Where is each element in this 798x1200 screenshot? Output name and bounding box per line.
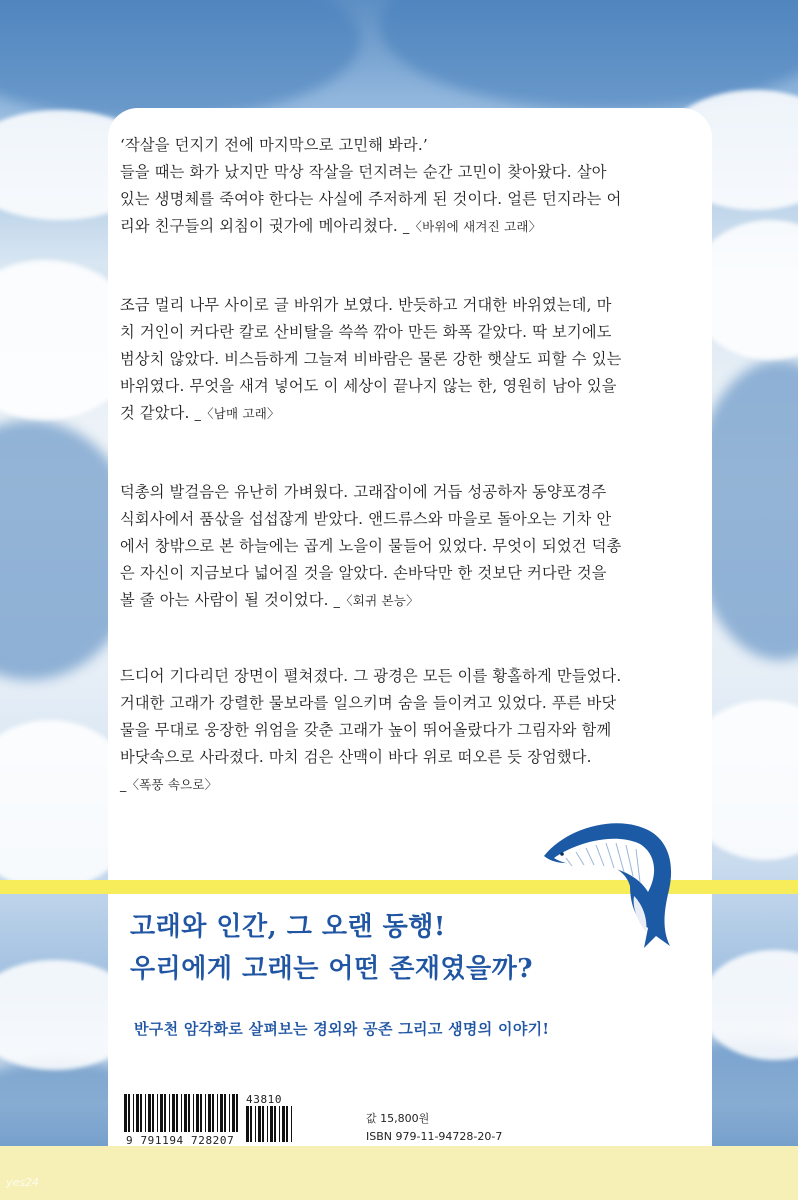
barcode-bar: [286, 1106, 288, 1142]
passage-3: [120, 479, 702, 614]
barcode-bar: [267, 1106, 268, 1142]
price-label: 값 15,800원: [366, 1112, 430, 1125]
passage-4: [120, 663, 702, 798]
barcode-bar: [145, 1094, 146, 1132]
headline-line-1: 고래와 인간, 그 오랜 동행!: [130, 912, 446, 942]
passage-line: 드디어 기다리던 장면이 펼쳐졌다. 그 광경은 모든 이를 황홀하게 만들었다.: [120, 667, 622, 685]
barcode-bar: [193, 1094, 194, 1132]
passage-line: [120, 213, 702, 240]
passage-line: 조금 멀리 나무 사이로 글 바위가 보였다. 반듯하고 거대한 바위였는데, 마: [120, 296, 612, 314]
passage-source: _〈남매 고래〉: [194, 406, 280, 421]
barcode-bar: [188, 1094, 190, 1132]
subline: 반구천 암각화로 살펴보는 경외와 공존 그리고 생명의 이야기!: [134, 1020, 550, 1038]
barcode-bar: [274, 1106, 276, 1142]
barcode-bar: [212, 1094, 214, 1132]
barcode-bar: [229, 1094, 230, 1132]
passage-1: [120, 132, 702, 240]
barcode-digits: 9 791194 728207: [126, 1134, 235, 1147]
passage-line: 범상치 않았다. 비스듬하게 그늘져 비바람은 물론 강한 햇살도 피할 수 있는: [120, 350, 622, 368]
passage-line: 에서 창밖으로 본 하늘에는 곱게 노을이 물들어 있었다. 무엇이 되었건 덕총: [120, 537, 622, 555]
passage-line: 거대한 고래가 강렬한 물보라를 일으키며 숨을 들이켜고 있었다. 푸른 바닷: [120, 694, 617, 712]
barcode-bar: [124, 1094, 127, 1132]
isbn-label: ISBN 979-11-94728-20-7: [366, 1130, 503, 1143]
passage-line: 은 자신이 지금보다 넓어질 것을 알았다. 손바닥만 한 것보단 커다란 것을: [120, 564, 607, 582]
watermark-logo: yes24: [6, 1176, 40, 1189]
passage-line: 바위였다. 무엇을 새겨 넣어도 이 세상이 끝나지 않는 한, 영원히 남아 있을: [120, 377, 617, 395]
passage-line: 바닷속으로 사라졌다. 마치 검은 산맥이 바다 위로 떠오른 듯 장엄했다.: [120, 748, 592, 766]
passage-line: ‘작살을 던지기 전에 마지막으로 고민해 봐라.’: [120, 136, 428, 154]
barcode-bar: [208, 1094, 211, 1132]
barcode-bar: [279, 1106, 280, 1142]
barcode-bar: [184, 1094, 187, 1132]
barcode-bar: [133, 1094, 134, 1132]
barcode-bar: [246, 1106, 249, 1142]
barcode-bar: [224, 1094, 226, 1132]
barcode-bars: [124, 1094, 240, 1134]
passage-line: 들을 때는 화가 났지만 막상 작살을 던지려는 순간 고민이 찾아왔다. 살아: [120, 163, 607, 181]
barcode-bar: [140, 1094, 142, 1132]
passage-line: 있는 생명체를 죽여야 한다는 사실에 주저하게 된 것이다. 얼른 던지라는 어: [120, 190, 622, 208]
barcode-bar: [282, 1106, 285, 1142]
passage-line: 덕총의 발걸음은 유난히 가벼웠다. 고래잡이에 거듭 성공하자 동양포경주: [120, 483, 607, 501]
passage-line: [120, 587, 702, 614]
barcode-addon-digits: 43810: [246, 1093, 283, 1106]
barcode-bar: [217, 1094, 218, 1132]
passage-line-text: 것 같았다.: [120, 404, 190, 422]
barcode-bar: [181, 1094, 182, 1132]
passage-2: [120, 292, 702, 427]
barcode-bar: [172, 1094, 175, 1132]
barcode-bar: [176, 1094, 178, 1132]
passage-source: _〈폭풍 속으로〉: [120, 777, 218, 792]
barcode-bar: [232, 1094, 235, 1132]
passage-line: 식회사에서 품삯을 섭섭잖게 받았다. 앤드류스와 마을로 돌아오는 기차 안: [120, 510, 612, 528]
passage-line-text: 리와 친구들의 외침이 귓가에 메아리쳤다.: [120, 217, 398, 235]
headline-line-2: 우리에게 고래는 어떤 존재였을까?: [130, 954, 534, 984]
passage-source: _〈회귀 본능〉: [333, 593, 419, 608]
barcode-bar: [255, 1106, 256, 1142]
barcode-bar: [152, 1094, 154, 1132]
passage-line: 치 거인이 커다란 칼로 산비탈을 쓱쓱 깎아 만든 화폭 같았다. 딱 보기에도: [120, 323, 612, 341]
barcode-bar: [128, 1094, 130, 1132]
barcode-bar: [200, 1094, 202, 1132]
barcode-bar: [291, 1106, 292, 1142]
barcode-bar: [220, 1094, 223, 1132]
barcode-bar: [236, 1094, 238, 1132]
text-panel: [108, 108, 712, 1168]
barcode-bar: [148, 1094, 151, 1132]
barcode-addon-bars: [246, 1106, 296, 1144]
barcode-bar: [205, 1094, 206, 1132]
barcode-bar: [270, 1106, 273, 1142]
barcode-bar: [250, 1106, 252, 1142]
yellow-bottom-band: [0, 1146, 798, 1200]
barcode-bar: [258, 1106, 261, 1142]
barcode-bar: [196, 1094, 199, 1132]
barcode-bar: [169, 1094, 170, 1132]
barcode-bar: [262, 1106, 264, 1142]
barcode-bar: [157, 1094, 158, 1132]
passage-line-text: 볼 줄 아는 사람이 될 것이었다.: [120, 591, 329, 609]
isbn-barcode: [124, 1094, 344, 1150]
passage-line: [120, 771, 702, 798]
passage-source: _〈바위에 새겨진 고래〉: [402, 219, 542, 234]
barcode-bar: [160, 1094, 163, 1132]
barcode-bar: [136, 1094, 139, 1132]
barcode-bar: [164, 1094, 166, 1132]
passage-line: [120, 400, 702, 427]
passage-line: 물을 무대로 웅장한 위엄을 갖춘 고래가 높이 뛰어올랐다가 그림자와 함께: [120, 721, 612, 739]
